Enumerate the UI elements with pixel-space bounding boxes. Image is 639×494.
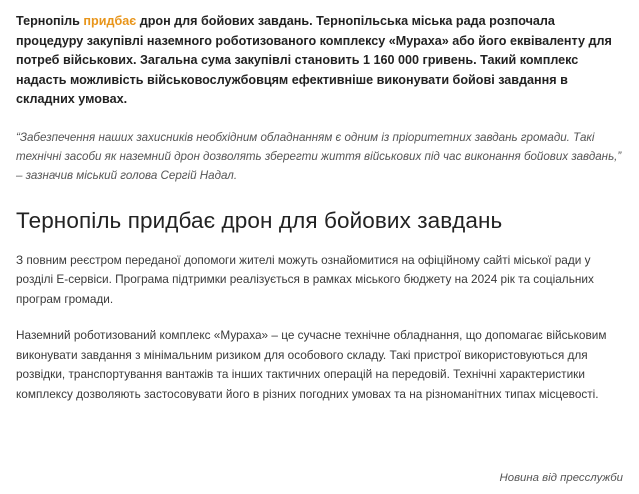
body-paragraph-1: З повним реєстром переданої допомоги жителі можуть ознайомитися на офіційному сайті міської ради у розділі Е-сервіси. Програма підтримки реалізується в рамках міського бюджету на 2024 рік та соціальних програм громади. xyxy=(16,252,594,306)
lead-highlight-link[interactable]: придбає xyxy=(83,14,137,28)
page-title: Тернопіль придбає дрон для бойових завдань xyxy=(16,207,503,233)
body-paragraph-2: Наземний роботизований комплекс «Мураха» – це сучасне технічне обладнання, що допомагає військовим виконувати завдання з мінімальним ризиком для особового складу. Такі пристрої використовуються для розвідки, транспортування вантажів та інших тактичних операцій на передовій. Технічні характеристики комплексу дозволяють застосовувати його в різних погодних умовах та на різноманітних типах місцевості. xyxy=(16,328,607,401)
pull-quote: “Забезпечення наших захисників необхідним обладнанням є одним із пріоритетних завдань громади. Такі технічні засоби як наземний дрон дозволять зберегти життя військових під час виконання бойових завдань,” – зазначив міський голова Сергій Надал. xyxy=(16,130,622,182)
lead-text-before: Тернопіль xyxy=(16,14,84,28)
lead-paragraph xyxy=(16,12,623,110)
footer-note: Новина від пресслужби xyxy=(499,472,623,484)
lead-text-after: дрон для бойових завдань. Тернопільська міська рада розпочала процедуру закупівлі наземного роботизованого комплексу «Мураха» або його еквіваленту для потреб військових. Загальна сума закупівлі становить 1 160 000 гривень. Такий комплекс надасть можливість військовослужбовцям ефективніше виконувати бойові завдання в складних умовах. xyxy=(16,14,612,106)
